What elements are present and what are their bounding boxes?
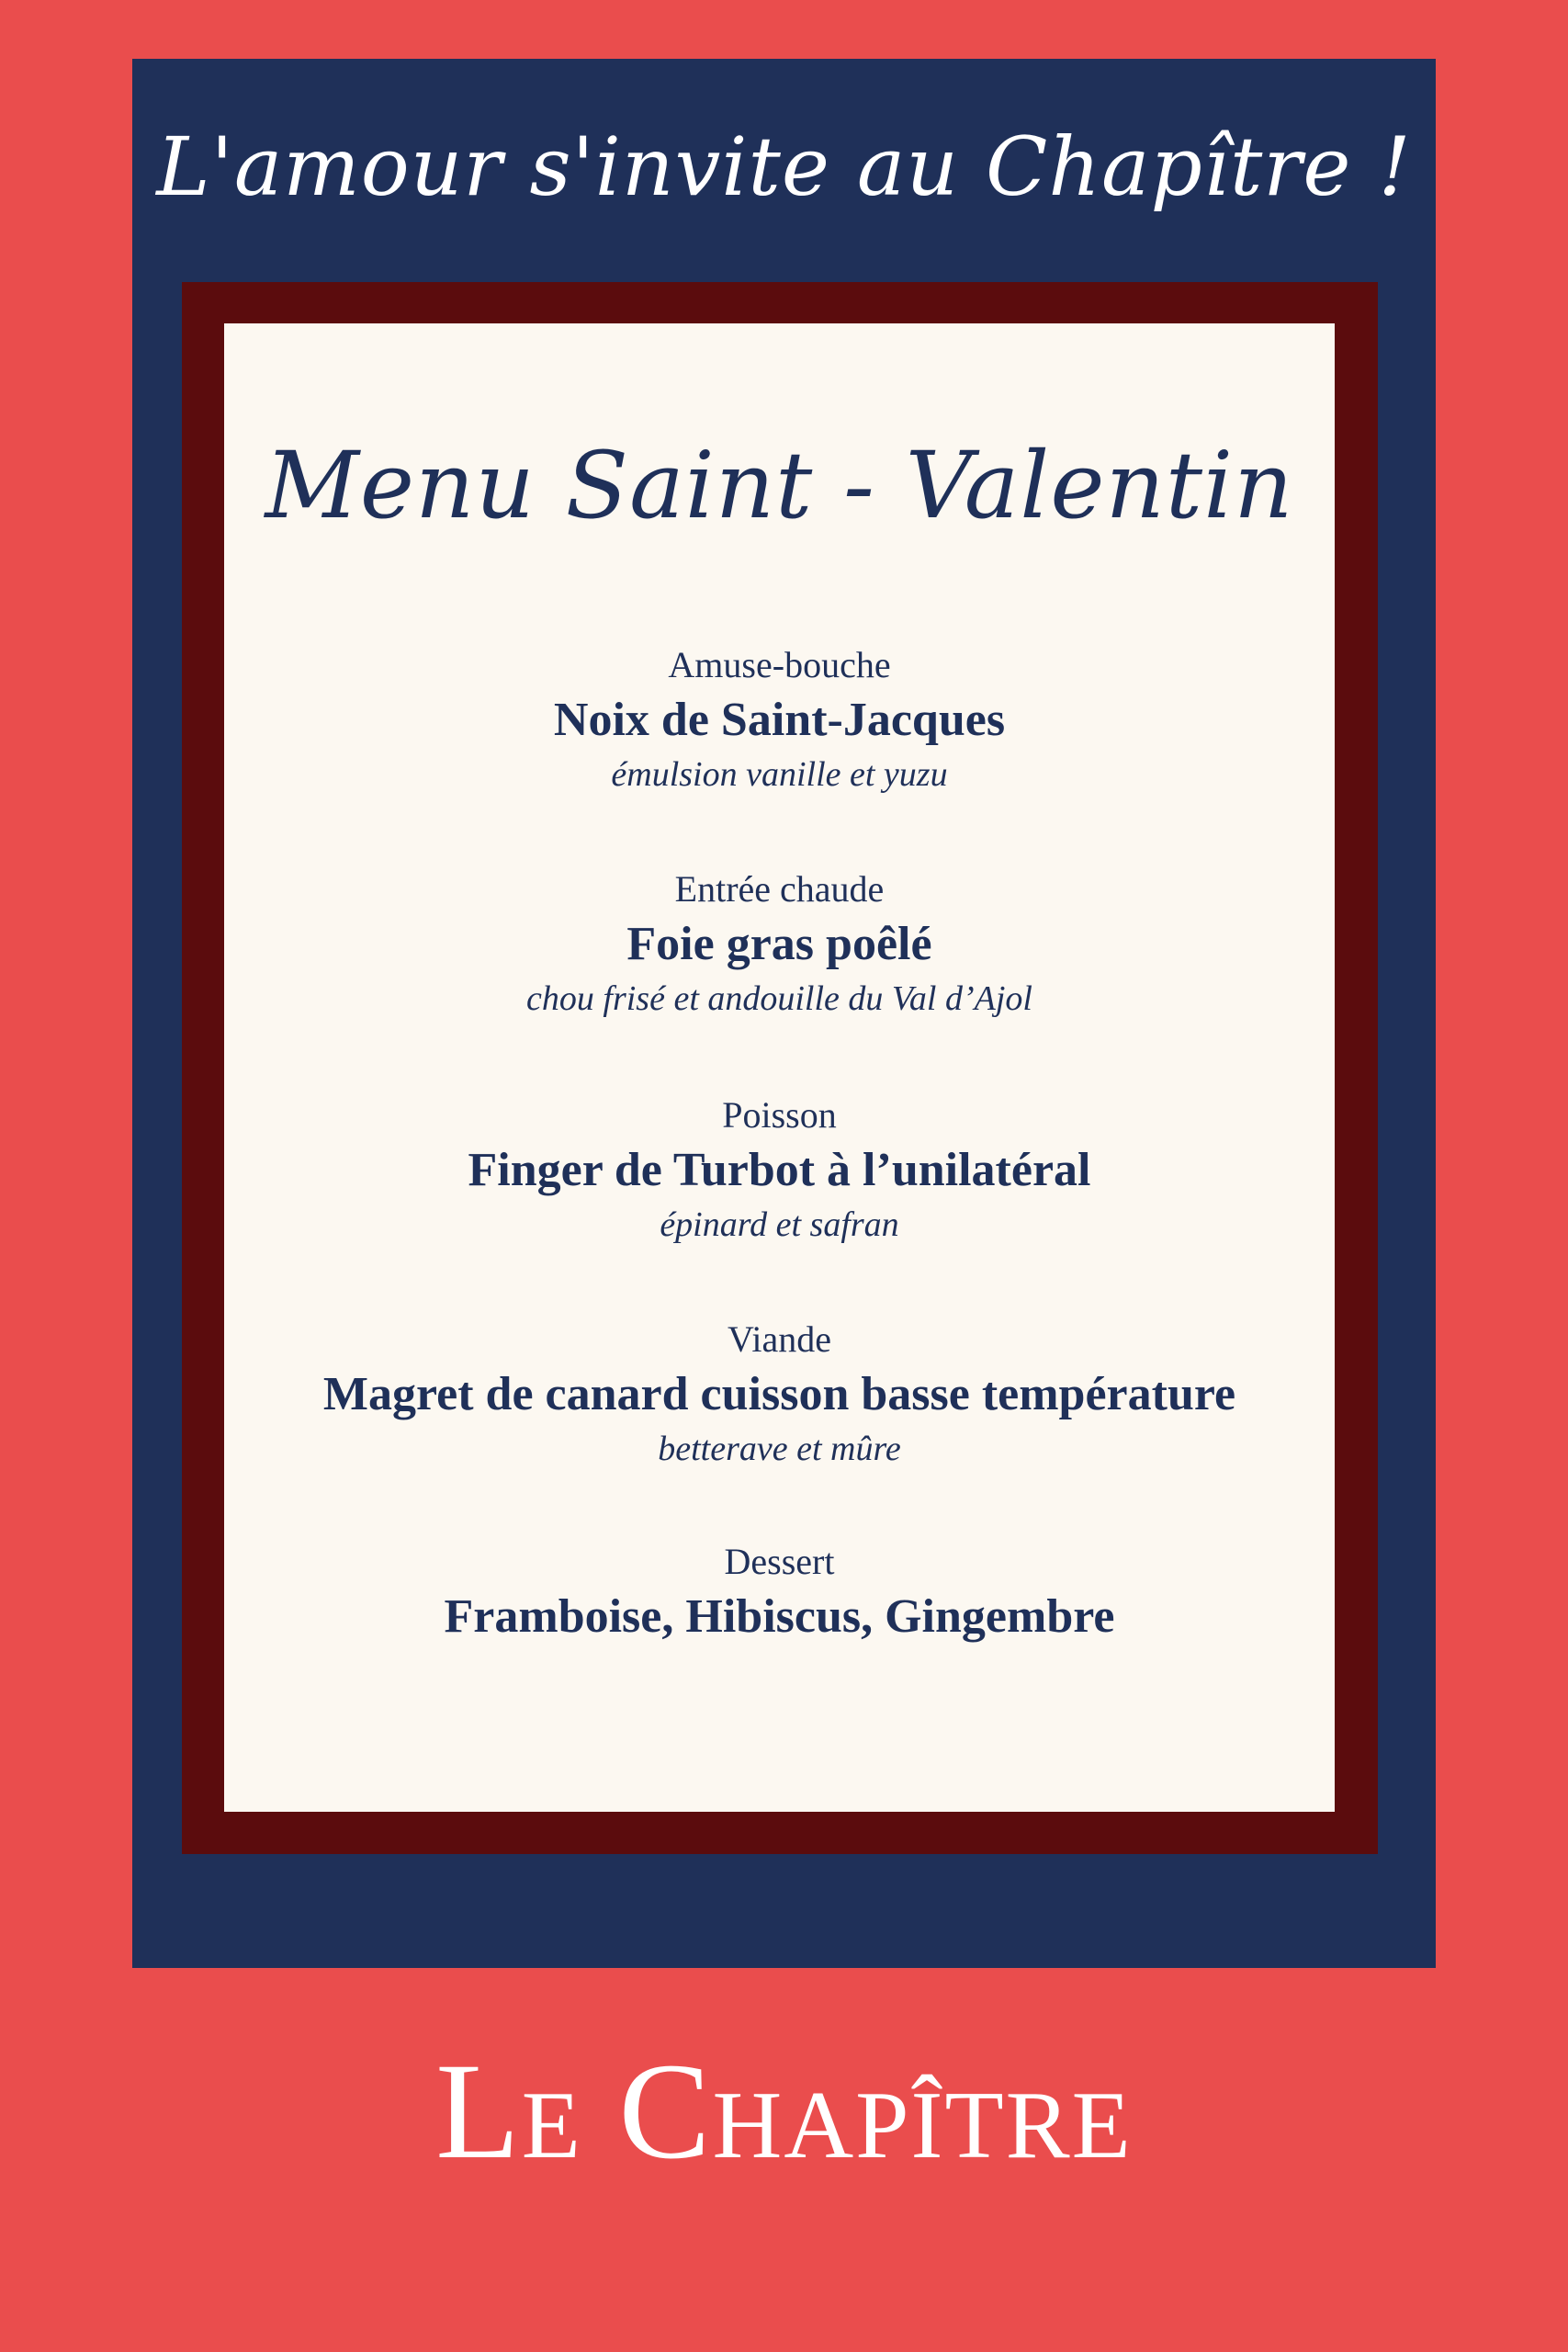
course-dish: Noix de Saint-Jacques bbox=[553, 694, 1006, 746]
course-entree-chaude bbox=[224, 865, 1335, 1022]
course-dessert bbox=[224, 1538, 1335, 1648]
course-description: betterave et mûre bbox=[658, 1430, 901, 1468]
menu-poster-panel bbox=[132, 59, 1436, 1968]
course-amuse-bouche bbox=[224, 641, 1335, 797]
course-dish: Framboise, Hibiscus, Gingembre bbox=[444, 1590, 1115, 1643]
course-dish: Magret de canard cuisson basse température bbox=[322, 1368, 1236, 1420]
course-description: émulsion vanille et yuzu bbox=[611, 755, 948, 794]
course-label: Poisson bbox=[722, 1094, 837, 1136]
course-dish: Finger de Turbot à l’unilatéral bbox=[468, 1144, 1091, 1196]
course-viande bbox=[224, 1316, 1335, 1472]
menu-frame bbox=[182, 282, 1378, 1854]
course-description: chou frisé et andouille du Val d’Ajol bbox=[526, 979, 1032, 1018]
menu-card bbox=[224, 323, 1335, 1812]
restaurant-brand: Le Chapître bbox=[435, 2035, 1133, 2188]
course-label: Entrée chaude bbox=[674, 868, 885, 910]
course-label: Amuse-bouche bbox=[668, 644, 891, 685]
tagline-heading: L'amour s'invite au Chapître ! bbox=[156, 119, 1412, 214]
menu-title: Menu Saint - Valentin bbox=[265, 432, 1294, 539]
course-description: épinard et safran bbox=[660, 1205, 899, 1244]
course-poisson bbox=[224, 1091, 1335, 1248]
course-label: Viande bbox=[727, 1318, 832, 1360]
course-label: Dessert bbox=[724, 1541, 835, 1582]
course-dish: Foie gras poêlé bbox=[626, 918, 932, 970]
